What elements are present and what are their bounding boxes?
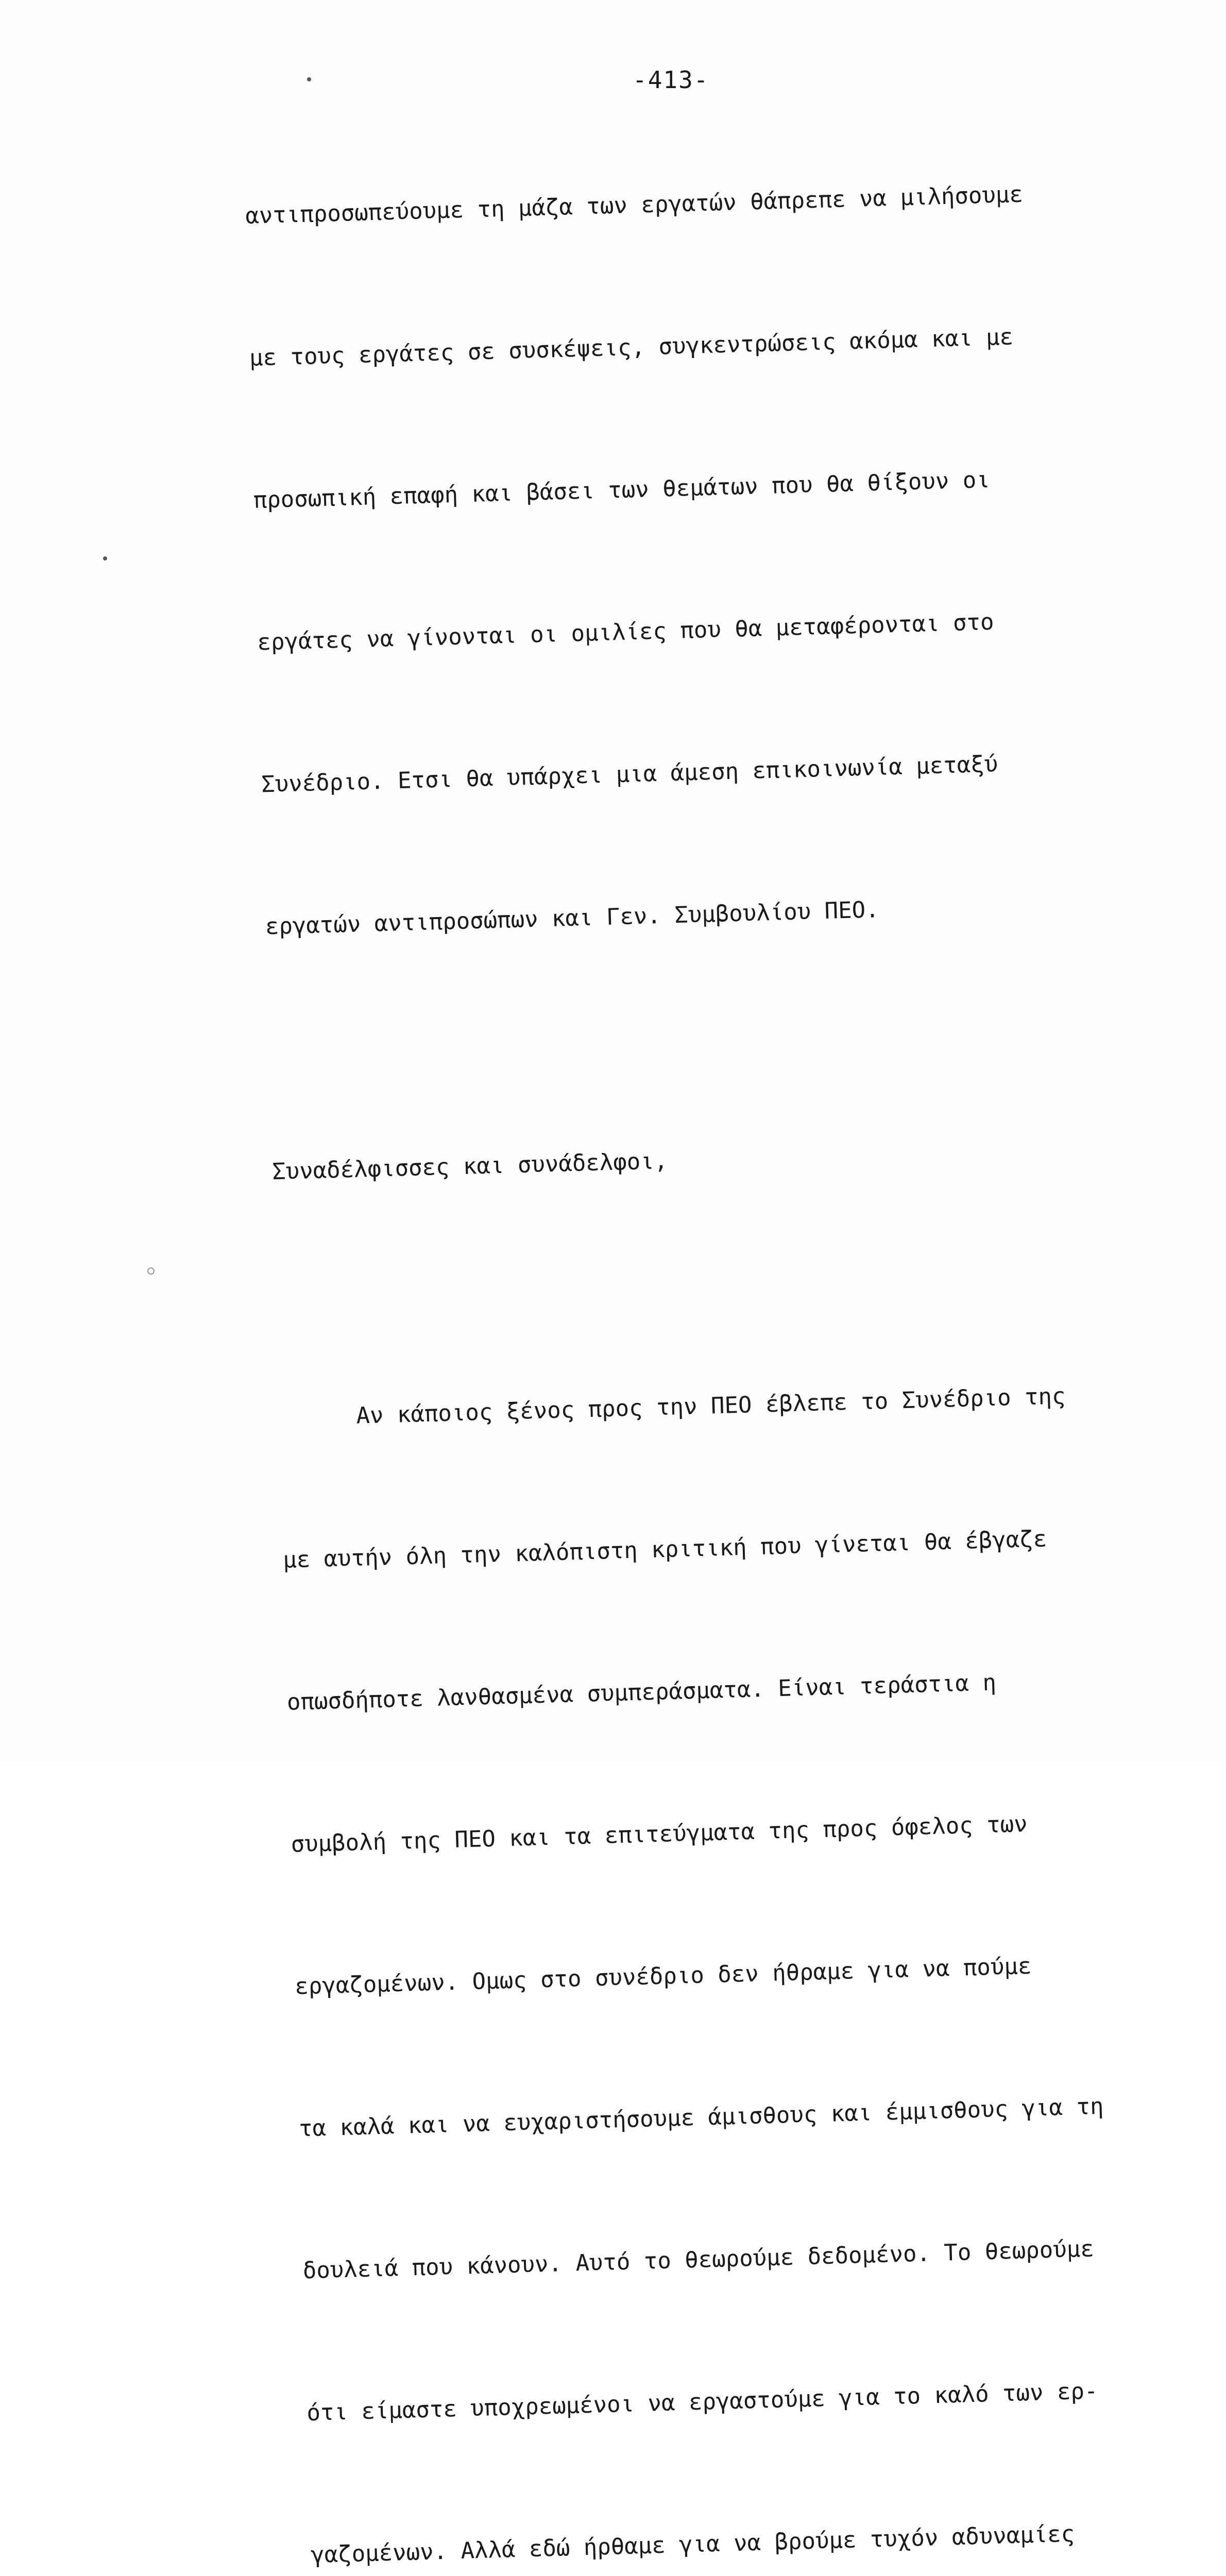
text-line: ότι είμαστε υποχρεωμένοι να εργαστούμε για το καλό των ερ- — [306, 2378, 1099, 2427]
text-line: Συνέδριο. Ετσι θα υπάρχει μια άμεση επικοινωνία μεταξύ — [261, 751, 998, 798]
salutation-text: Συναδέλφισσες και συνάδελφοι, — [271, 1147, 668, 1185]
salutation-first — [269, 1027, 1218, 1291]
text-line: με τους εργάτες σε συσκέψεις, συγκεντρώσεις ακόμα και με — [249, 324, 1014, 371]
text-line: εργάτες να γίνονται οι ομιλίες που θα μεταφέρονται στο — [257, 608, 995, 656]
scan-speck — [147, 1267, 155, 1275]
text-line: αντιπροσωπεύουμε τη μάζα των εργατών θάπρεπε να μιλήσουμε — [245, 181, 1024, 229]
text-line: με αυτήν όλη την καλόπιστη κριτική που γίνεται θα έβγαζε — [282, 1526, 1047, 1573]
paragraph-critique — [276, 1274, 1226, 2576]
text-line: τα καλά και να ευχαριστήσουμε άμισθους και έμμισθους για τη — [298, 2093, 1104, 2142]
text-line: Αν κάποιος ξένος προς την ΠΕΟ έβλεπε το Συνέδριο της — [355, 1383, 1066, 1429]
text-line: προσωπική επαφή και βάσει των θεμάτων που θα θίξουν οι — [253, 466, 991, 514]
page-number: -413- — [633, 66, 709, 94]
text-line: γαζομένων. Αλλά εδώ ήρθαμε για να βρούμε τυχόν αδυναμίες — [310, 2520, 1075, 2569]
text-line: δουλειά που κάνουν. Αυτό το θεωρούμε δεδομένο. Το θεωρούμε — [302, 2235, 1095, 2284]
text-line: συμβολή της ΠΕΟ και τα επιτεύγματα της προς όφελος των — [290, 1810, 1028, 1858]
text-line: εργαζομένων. Ομως στο συνέδριο δεν ήθραμε για να πούμε — [294, 1953, 1032, 2000]
document-body — [242, 72, 1226, 2576]
scan-speck — [103, 556, 107, 561]
text-line: εργατών αντιπροσώπων και Γεν. Συμβουλίου ΠΕΟ. — [265, 896, 880, 940]
scan-speck — [307, 77, 311, 81]
text-line: οπωσδήποτε λανθασμένα συμπεράσματα. Είναι τεράστια η — [286, 1669, 997, 1716]
paragraph-intro — [242, 72, 1211, 1045]
